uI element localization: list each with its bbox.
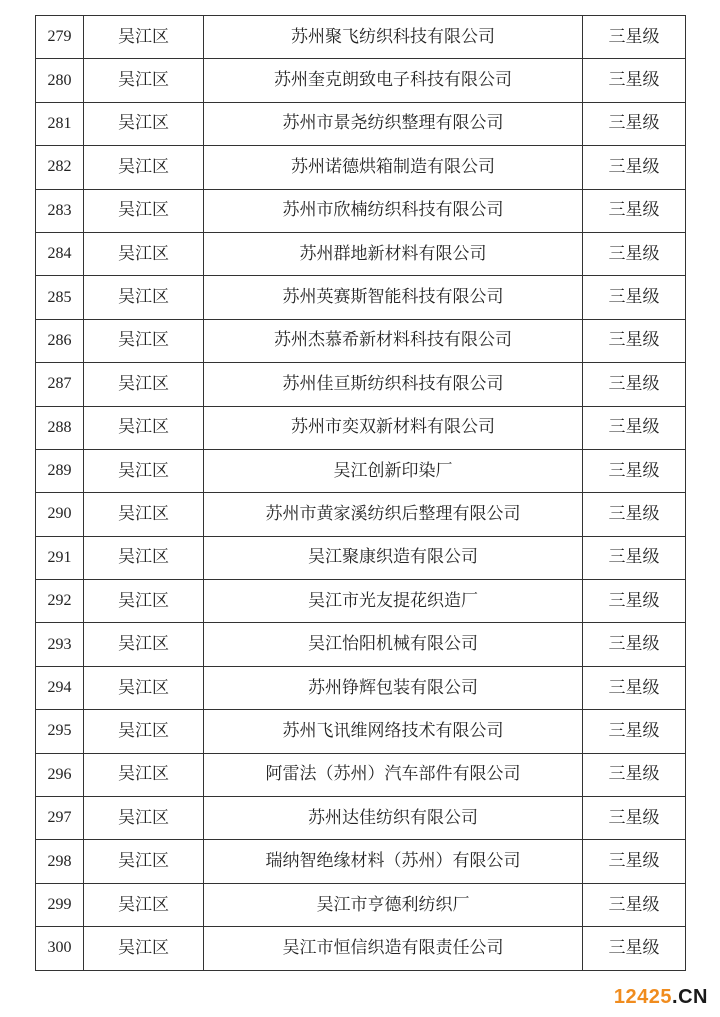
district-cell: 吴江区 <box>84 363 204 406</box>
rating-level-cell: 三星级 <box>583 189 686 232</box>
rating-level-cell: 三星级 <box>583 232 686 275</box>
district-cell: 吴江区 <box>84 536 204 579</box>
row-number-cell: 296 <box>36 753 84 796</box>
rating-level-cell: 三星级 <box>583 59 686 102</box>
district-cell: 吴江区 <box>84 840 204 883</box>
district-cell: 吴江区 <box>84 493 204 536</box>
rating-level-cell: 三星级 <box>583 840 686 883</box>
row-number-cell: 281 <box>36 102 84 145</box>
table-row <box>36 232 686 275</box>
company-name-cell: 苏州飞讯维网络技术有限公司 <box>204 710 583 753</box>
company-name-cell: 苏州达佳纺织有限公司 <box>204 797 583 840</box>
company-name-cell: 苏州杰慕希新材料科技有限公司 <box>204 319 583 362</box>
district-cell: 吴江区 <box>84 146 204 189</box>
row-number-cell: 293 <box>36 623 84 666</box>
company-name-cell: 苏州奎克朗致电子科技有限公司 <box>204 59 583 102</box>
rating-level-cell: 三星级 <box>583 710 686 753</box>
table-row <box>36 363 686 406</box>
rating-level-cell: 三星级 <box>583 493 686 536</box>
row-number-cell: 283 <box>36 189 84 232</box>
table-row <box>36 666 686 709</box>
table-row <box>36 406 686 449</box>
rating-level-cell: 三星级 <box>583 753 686 796</box>
row-number-cell: 285 <box>36 276 84 319</box>
rating-level-cell: 三星级 <box>583 276 686 319</box>
company-name-cell: 苏州群地新材料有限公司 <box>204 232 583 275</box>
row-number-cell: 289 <box>36 449 84 492</box>
table-row <box>36 493 686 536</box>
district-cell: 吴江区 <box>84 753 204 796</box>
table-row <box>36 797 686 840</box>
company-name-cell: 吴江聚康织造有限公司 <box>204 536 583 579</box>
row-number-cell: 297 <box>36 797 84 840</box>
row-number-cell: 284 <box>36 232 84 275</box>
row-number-cell: 298 <box>36 840 84 883</box>
rating-level-cell: 三星级 <box>583 797 686 840</box>
district-cell: 吴江区 <box>84 406 204 449</box>
table-row <box>36 753 686 796</box>
table-row <box>36 710 686 753</box>
table-row <box>36 927 686 970</box>
company-name-cell: 苏州市奕双新材料有限公司 <box>204 406 583 449</box>
rating-level-cell: 三星级 <box>583 883 686 926</box>
table-row <box>36 536 686 579</box>
row-number-cell: 280 <box>36 59 84 102</box>
watermark-digits: 12425 <box>613 986 673 1008</box>
company-name-cell: 苏州佳亘斯纺织科技有限公司 <box>204 363 583 406</box>
row-number-cell: 288 <box>36 406 84 449</box>
district-cell: 吴江区 <box>84 189 204 232</box>
row-number-cell: 300 <box>36 927 84 970</box>
rating-level-cell: 三星级 <box>583 319 686 362</box>
row-number-cell: 287 <box>36 363 84 406</box>
table-row <box>36 319 686 362</box>
company-name-cell: 苏州诺德烘箱制造有限公司 <box>204 146 583 189</box>
company-name-cell: 瑞纳智绝缘材料（苏州）有限公司 <box>204 840 583 883</box>
row-number-cell: 282 <box>36 146 84 189</box>
company-name-cell: 苏州英赛斯智能科技有限公司 <box>204 276 583 319</box>
company-name-cell: 吴江市光友提花织造厂 <box>204 580 583 623</box>
table-row <box>36 102 686 145</box>
row-number-cell: 295 <box>36 710 84 753</box>
district-cell: 吴江区 <box>84 102 204 145</box>
table-row <box>36 883 686 926</box>
site-watermark <box>614 986 708 1009</box>
company-name-cell: 吴江怡阳机械有限公司 <box>204 623 583 666</box>
rating-level-cell: 三星级 <box>583 146 686 189</box>
table-row <box>36 16 686 59</box>
district-cell: 吴江区 <box>84 59 204 102</box>
watermark-domain: .CN <box>672 986 708 1008</box>
rating-level-cell: 三星级 <box>583 449 686 492</box>
rating-level-cell: 三星级 <box>583 16 686 59</box>
district-cell: 吴江区 <box>84 16 204 59</box>
company-name-cell: 苏州聚飞纺织科技有限公司 <box>204 16 583 59</box>
district-cell: 吴江区 <box>84 710 204 753</box>
company-name-cell: 苏州市欣楠纺织科技有限公司 <box>204 189 583 232</box>
district-cell: 吴江区 <box>84 883 204 926</box>
company-name-cell: 吴江市亨德利纺织厂 <box>204 883 583 926</box>
company-name-cell: 苏州铮辉包装有限公司 <box>204 666 583 709</box>
district-cell: 吴江区 <box>84 580 204 623</box>
company-name-cell: 吴江市恒信织造有限责任公司 <box>204 927 583 970</box>
district-cell: 吴江区 <box>84 276 204 319</box>
company-rating-table <box>35 15 686 971</box>
row-number-cell: 294 <box>36 666 84 709</box>
rating-level-cell: 三星级 <box>583 666 686 709</box>
district-cell: 吴江区 <box>84 449 204 492</box>
district-cell: 吴江区 <box>84 666 204 709</box>
table-row <box>36 189 686 232</box>
table-row <box>36 623 686 666</box>
table-row <box>36 59 686 102</box>
rating-level-cell: 三星级 <box>583 406 686 449</box>
table-row <box>36 449 686 492</box>
row-number-cell: 292 <box>36 580 84 623</box>
table-row <box>36 840 686 883</box>
table-row <box>36 276 686 319</box>
rating-level-cell: 三星级 <box>583 536 686 579</box>
rating-level-cell: 三星级 <box>583 102 686 145</box>
row-number-cell: 286 <box>36 319 84 362</box>
row-number-cell: 299 <box>36 883 84 926</box>
table-row <box>36 146 686 189</box>
district-cell: 吴江区 <box>84 232 204 275</box>
rating-level-cell: 三星级 <box>583 363 686 406</box>
rating-level-cell: 三星级 <box>583 580 686 623</box>
district-cell: 吴江区 <box>84 623 204 666</box>
row-number-cell: 290 <box>36 493 84 536</box>
row-number-cell: 291 <box>36 536 84 579</box>
district-cell: 吴江区 <box>84 319 204 362</box>
company-name-cell: 苏州市黄家溪纺织后整理有限公司 <box>204 493 583 536</box>
rating-level-cell: 三星级 <box>583 927 686 970</box>
row-number-cell: 279 <box>36 16 84 59</box>
district-cell: 吴江区 <box>84 797 204 840</box>
table-body <box>36 16 686 971</box>
company-name-cell: 阿雷法（苏州）汽车部件有限公司 <box>204 753 583 796</box>
table-row <box>36 580 686 623</box>
company-name-cell: 吴江创新印染厂 <box>204 449 583 492</box>
district-cell: 吴江区 <box>84 927 204 970</box>
rating-level-cell: 三星级 <box>583 623 686 666</box>
company-name-cell: 苏州市景尧纺织整理有限公司 <box>204 102 583 145</box>
